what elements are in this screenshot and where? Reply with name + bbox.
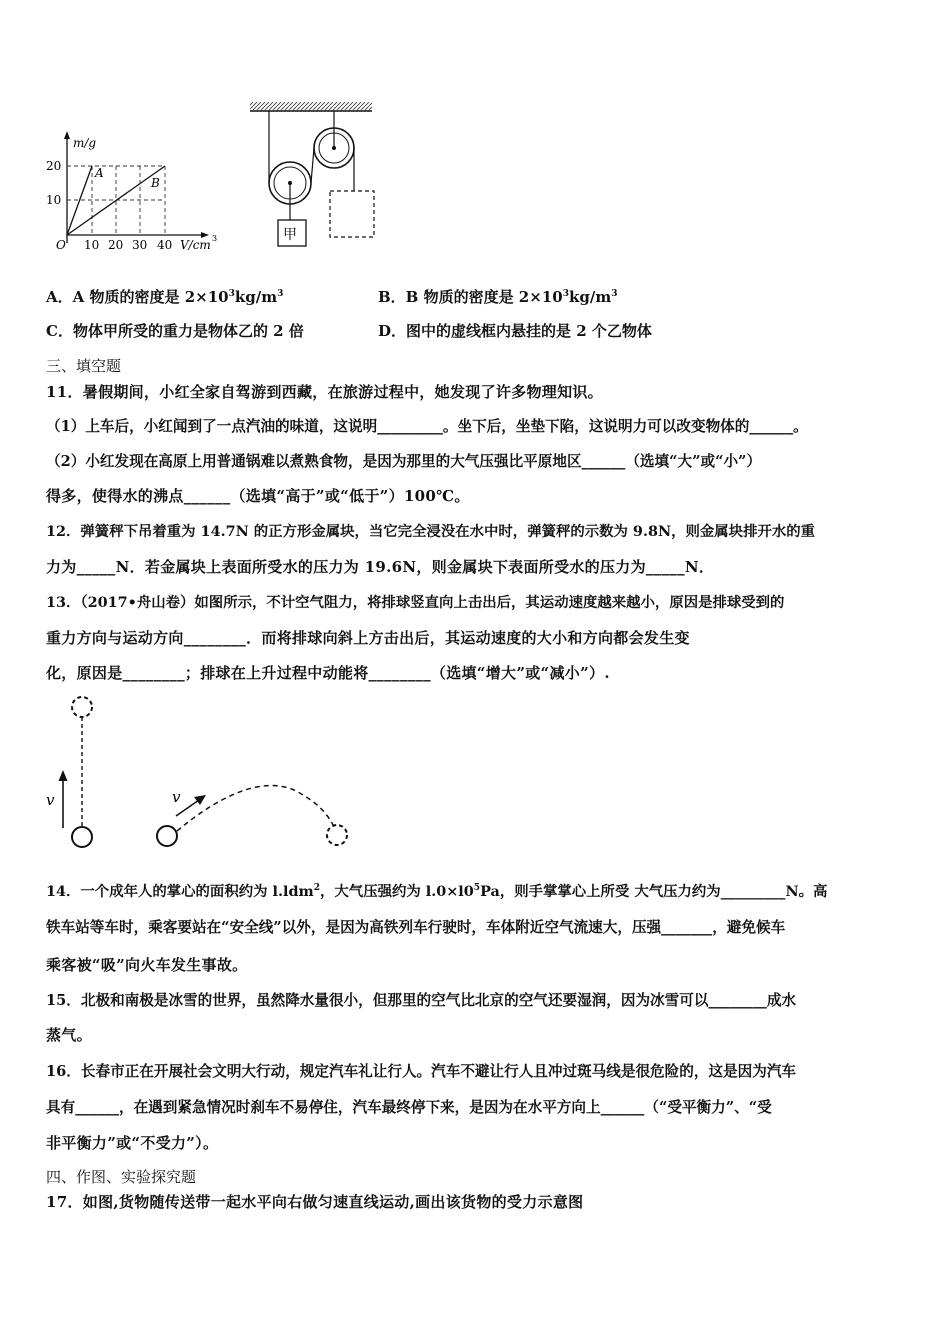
x-axis-label: V/cm	[180, 238, 211, 252]
section-3-heading: 三、填空题	[46, 357, 122, 375]
line-b-label: B	[151, 176, 160, 190]
q13-line1: 13．（2017•舟山卷）如图所示，不计空气阻力，将排球竖直向上击出后，其运动速度越来越小，原因是排球受到的	[46, 594, 785, 611]
option-c[interactable]: C．物体甲所受的重力是物体乙的 2 倍	[46, 322, 304, 340]
q12-line1: 12．弹簧秤下吊着重为 14.7N 的正方形金属块，当它完全浸没在水中时，弹簧秤的示数为 9.8N，则金属块排开水的重	[46, 523, 816, 540]
q16-line3: 非平衡力”或“不受力”）。	[46, 1134, 219, 1152]
q11-stem: 11．暑假期间，小红全家自驾游到西藏，在旅游过程中，她发现了许多物理知识。	[46, 383, 603, 401]
q15-line1: 15．北极和南极是冰雪的世界，虽然降水量很小，但那里的空气比北京的空气还要湿润，因为冰雪可以________成水	[46, 992, 797, 1009]
q13-line2: 重力方向与运动方向________．而将排球向斜上方击出后，其运动速度的大小和方向都会发生变	[46, 629, 690, 647]
v-label-1: v	[46, 791, 55, 809]
option-a[interactable]: A．A 物质的密度是 $2\times 10^3kg/m^3$	[46, 288, 284, 306]
y-axis-label: m/g	[73, 136, 97, 150]
q16-line1: 16．长春市正在开展社会文明大行动，规定汽车礼让行人。汽车不避让行人且冲过斑马线是很危险的，这是因为汽车	[46, 1063, 797, 1080]
x-tick-10: 10	[84, 238, 100, 252]
ceiling	[250, 102, 372, 111]
q17-stem: 17．如图,货物随传送带一起水平向右做匀速直线运动,画出该货物的受力示意图	[46, 1193, 584, 1211]
q13-line3: 化，原因是________；排球在上升过程中动能将________（选填“增大”或“减小”）.	[46, 664, 610, 682]
v-label-2: v	[172, 788, 181, 806]
section-4-heading: 四、作图、实验探究题	[46, 1168, 197, 1186]
ball-bottom	[72, 827, 92, 847]
volleyball-figure	[44, 690, 354, 855]
x-tick-40: 40	[157, 238, 173, 252]
line-a-label: A	[95, 166, 104, 180]
q14-line2: 铁车站等车时，乘客要站在“安全线”以外，是因为高铁列车行驶时，车体附近空气流速大，压强_______，避免候车	[46, 919, 786, 936]
pulley-diagram	[245, 98, 385, 253]
origin-label: O	[56, 238, 66, 252]
y-tick-20: 20	[46, 159, 62, 173]
q11-part2b: 得多，使得水的沸点______（选填“高于”或“低于”）100℃。	[46, 487, 470, 505]
q15-line2: 蒸气。	[46, 1026, 92, 1044]
q11-part2a: （2）小红发现在高原上用普通锅难以煮熟食物，是因为那里的大气压强比平原地区______（选填“大”或“小”）	[46, 453, 762, 470]
q12-line2: 力为_____N．若金属块上表面所受水的压力为 19.6N，则金属块下表面所受水的压力为_____N．	[46, 558, 715, 576]
dashed-box	[330, 191, 374, 237]
box-jia-label: 甲	[283, 227, 297, 243]
ball-launch	[157, 826, 177, 846]
q11-part1: （1）上车后，小红闻到了一点汽油的味道，这说明_________。坐下后，坐垫下陷，这说明力可以改变物体的______。	[46, 418, 808, 435]
q14-line1: 14．一个成年人的掌心的面积约为 l.ldm$^2$，大气压强约为 $l.0\times l0^5Pa$，则手掌掌心上所受 大气压力约为_________N。高	[46, 883, 828, 900]
option-d[interactable]: D．图中的虚线框内悬挂的是 2 个乙物体	[378, 322, 652, 340]
mass-volume-graph	[40, 125, 230, 255]
x-tick-20: 20	[108, 238, 124, 252]
q16-line2: 具有______，在遇到紧急情况时刹车不易停住，汽车最终停下来，是因为在水平方向上______（“受平衡力”、“受	[46, 1099, 772, 1116]
rope-middle	[311, 148, 314, 183]
line-a	[67, 166, 92, 235]
y-axis-arrow	[64, 131, 70, 139]
y-tick-10: 10	[46, 193, 62, 207]
option-b[interactable]: B．B 物质的密度是 $2\times 10^3kg/m^3$	[378, 288, 618, 306]
x-axis-label-sup: 3	[212, 234, 218, 243]
q14-line3: 乘客被“吸”向火车发生事故。	[46, 956, 248, 974]
x-tick-30: 30	[132, 238, 148, 252]
